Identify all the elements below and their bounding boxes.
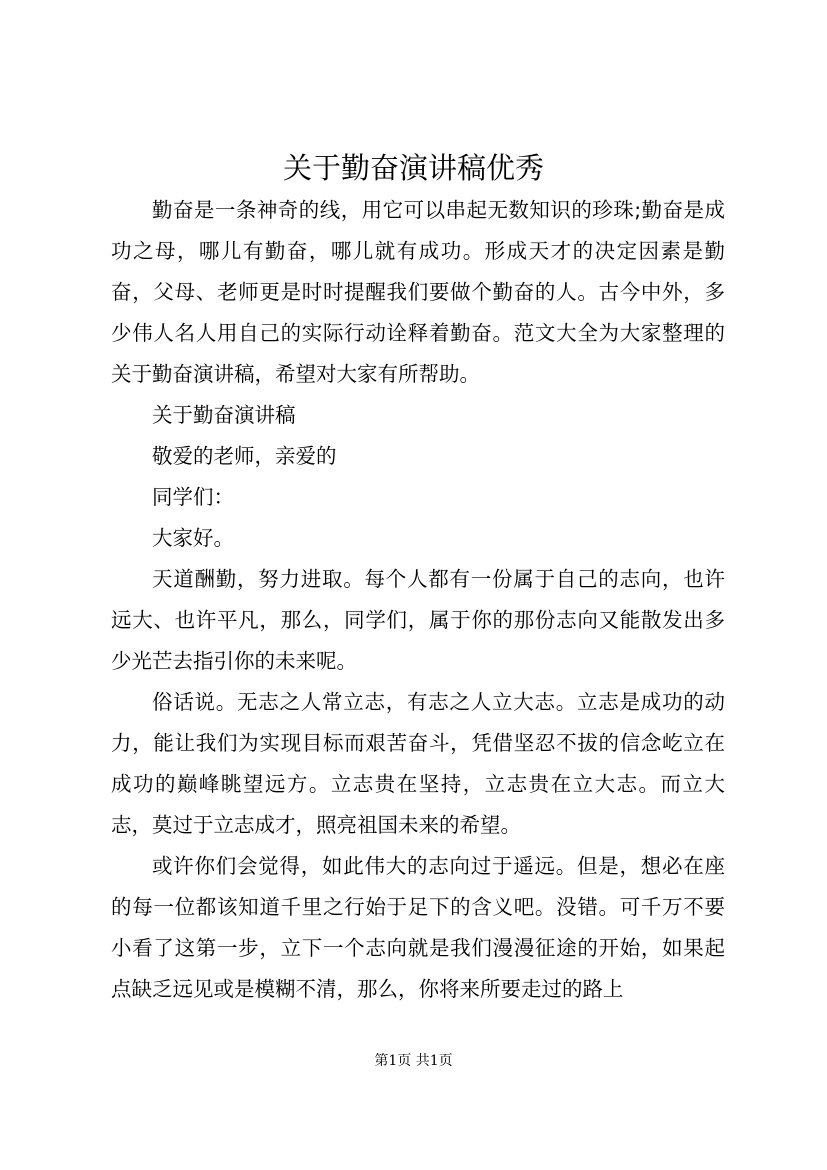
document-title: 关于勤奋演讲稿优秀 [282, 151, 544, 185]
paragraph-body-2: 俗话说。无志之人常立志，有志之人立大志。立志是成功的动力，能让我们为实现目标而艰苦奋斗，凭借坚忍不拔的信念屹立在成功的巅峰眺望远方。立志贵在坚持，立志贵在立大志。而立大志，莫过于立志成才，照亮祖国未来的希望。 [111, 690, 725, 837]
paragraph-salutation-cont: 同学们： [152, 485, 234, 509]
paragraph-subtitle: 关于勤奋演讲稿 [152, 403, 296, 427]
page-footer: 第1页 共1页 [374, 1053, 453, 1069]
paragraph-salutation: 敬爱的老师，亲爱的 [152, 444, 337, 468]
paragraph-intro: 勤奋是一条神奇的线，用它可以串起无数知识的珍珠;勤奋是成功之母，哪儿有勤奋，哪儿就有成功。形成天才的决定因素是勤奋，父母、老师更是时时提醒我们要做个勤奋的人。古今中外，多少伟人名人用自己的实际行动诠释着勤奋。范文大全为大家整理的关于勤奋演讲稿，希望对大家有所帮助。 [111, 198, 725, 386]
paragraph-body-1: 天道酬勤，努力进取。每个人都有一份属于自己的志向，也许远大、也许平凡，那么，同学们，属于你的那份志向又能散发出多少光芒去指引你的未来呢。 [111, 567, 725, 673]
paragraph-greeting: 大家好。 [152, 526, 234, 550]
document-body [111, 190, 725, 1010]
paragraph-body-3: 或许你们会觉得，如此伟大的志向过于遥远。但是，想必在座的每一位都该知道千里之行始于足下的含义吧。没错。可千万不要小看了这第一步，立下一个志向就是我们漫漫征途的开始，如果起点缺乏远见或是模糊不清，那么，你将来所要走过的路上 [111, 854, 725, 1001]
